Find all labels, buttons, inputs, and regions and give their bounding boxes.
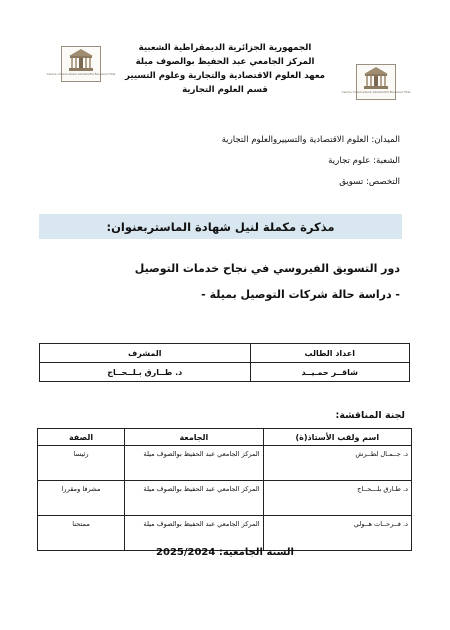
table-row: [38, 446, 412, 481]
table-row: [38, 481, 412, 516]
member-name: د. جــمـال لطــرش: [263, 446, 411, 481]
member-role: رئيسا: [38, 446, 125, 481]
student-supervisor-table: [39, 343, 410, 382]
col-header-role: الصفة: [38, 429, 125, 446]
logo-caption: Centre Universitaire Abdelhafid Boussouf Mila: [46, 72, 116, 76]
member-role: ممتحنا: [38, 516, 125, 551]
committee-title: لجنة المناقشة:: [335, 410, 405, 421]
col-header-name: اسم ولقب الأستاذ(ة): [263, 429, 411, 446]
field-branch: الشعبة: علوم تجارية: [328, 156, 400, 166]
banner-text: مذكرة مكملة لنيل شهادة الماستربعنوان:: [106, 219, 335, 234]
thesis-banner: [39, 214, 402, 239]
member-name: د. فــرحــات هــولي: [263, 516, 411, 551]
member-university: المركز الجامعي عبد الحفيظ بوالصوف ميلة: [125, 481, 264, 516]
header-department: قسم العلوم التجارية: [182, 85, 268, 95]
thesis-subtitle: - دراسة حالة شركات التوصيل بميلة -: [201, 288, 400, 301]
member-name: د. طـارق بلـــحــاج: [263, 481, 411, 516]
student-name: شاقــر حمـيــد: [250, 363, 409, 382]
academic-year-label: السنة الجامعية:: [218, 547, 294, 558]
logo-caption: Centre Universitaire Abdelhafid Boussouf Mila: [341, 90, 411, 94]
academic-year-value: 2025/2024: [156, 547, 216, 558]
committee-table: [37, 428, 412, 551]
field-specialty: التخصص: تسويق: [339, 177, 400, 187]
header-republic: الجمهورية الجزائرية الديمقراطية الشعبية: [138, 43, 312, 53]
supervisor-name: د. طــارق بـلــحــاج: [40, 363, 251, 382]
col-header-university: الجامعة: [125, 429, 264, 446]
header-institute: معهد العلوم الاقتصادية والتجارية وعلوم التسيير: [124, 71, 326, 81]
committee-header-row: [38, 429, 412, 446]
supervisor-header: المشرف: [40, 344, 251, 363]
member-university: المركز الجامعي عبد الحفيظ بوالصوف ميلة: [125, 516, 264, 551]
thesis-title: دور التسويق الفيروسي في نجاح خدمات التوصيل: [134, 262, 400, 275]
table-row: [38, 516, 412, 551]
student-header: اعداد الطالب: [250, 344, 409, 363]
field-domain: الميدان: العلوم الاقتصادية والتسييروالعلوم التجارية: [221, 135, 400, 145]
academic-year: [0, 547, 450, 558]
header-university: المركز الجامعي عبد الحفيظ بوالصوف ميلة: [135, 57, 315, 67]
member-role: مشرفا ومقررا: [38, 481, 125, 516]
member-university: المركز الجامعي عبد الحفيظ بوالصوف ميلة: [125, 446, 264, 481]
